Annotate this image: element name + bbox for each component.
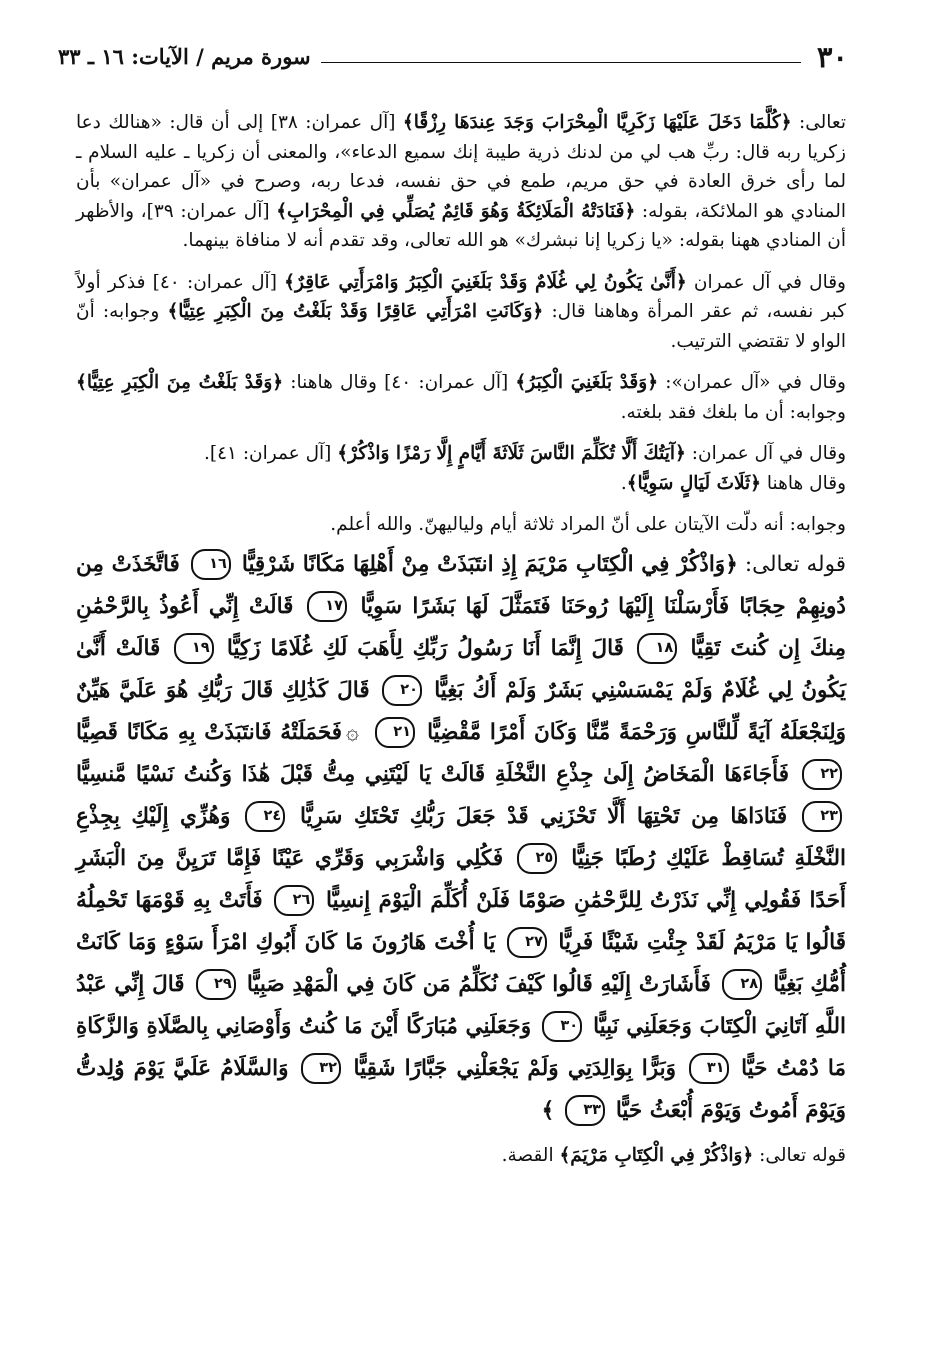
quran-quote: ﴿ثَلَاثَ لَيَالٍ سَوِيًّا﴾ [626,472,762,494]
page-number: ٣٠ [816,40,848,74]
quran-passage [76,544,846,1132]
verse-text: فَاتَّخَذَتْ مِن دُونِهِمْ حِجَابًا فَأَرْسَلْنَا إِلَيْهَا رُوحَنَا فَتَمَثَّلَ لَهَا بَشَرًا سَوِيًّا [76,551,846,619]
verse-number-marker: ١٦ [191,549,231,580]
quran-quote: ﴿فَنَادَتْهُ الْمَلَائِكَةُ وَهُوَ قَائِمٌ يُصَلِّي فِي الْمِحْرَابِ﴾ [276,200,636,222]
verse-number-marker: ٢٧ [507,927,547,958]
commentary-text: وقال في «آل عمران»: [658,372,846,393]
verse-text: قَالَ إِنِّي عَبْدُ اللَّهِ آتَانِيَ الْكِتَابَ وَجَعَلَنِي نَبِيًّا [76,971,847,1039]
commentary-paragraph [76,368,846,427]
verse-number-marker: ٣٣ [565,1095,605,1126]
quran-quote: ﴿أَنَّىٰ يَكُونُ لِي غُلَامٌ وَقَدْ بَلَغَنِيَ الْكِبَرُ وَامْرَأَتِي عَاقِرٌ﴾ [284,271,687,293]
commentary-paragraph [76,268,846,357]
quran-verses [76,552,846,1123]
verse-number-marker: ٣٢ [301,1053,341,1084]
commentary-text: وجوابه: أن ما بلغك فقد بلغته. [620,401,846,423]
verse-text: وَهُزِّي إِلَيْكِ بِجِذْعِ النَّخْلَةِ تُسَاقِطْ عَلَيْكِ رُطَبًا جَنِيًّا [76,803,846,871]
page-body [76,108,846,1172]
commentary-paragraph [76,108,846,256]
verse-number-marker: ٢٣ [802,801,842,832]
hizb-marker-icon: ۞ [345,719,359,745]
commentary-text: وقال هاهنا [761,472,846,494]
quran-quote: ﴿وَكَانَتِ امْرَأَتِي عَاقِرًا وَقَدْ بَلَغْتُ مِنَ الْكِبَرِ عِتِيًّا﴾ [167,301,544,322]
quran-quote: ﴿كُلَّمَا دَخَلَ عَلَيْهَا زَكَرِيَّا الْمِحْرَابَ وَجَدَ عِندَهَا رِزْقًا﴾ [402,112,792,133]
verse-text: وَاذْكُرْ فِي الْكِتَابِ مَرْيَمَ إِذِ انتَبَذَتْ مِنْ أَهْلِهَا مَكَانًا شَرْقِيًّا [241,551,726,577]
commentary-paragraph [76,469,846,499]
closing-quote: ﴿وَاذْكُرْ فِي الْكِتَابِ مَرْيَمَ﴾ [559,1144,754,1166]
commentary-text: وجوابه: أنه دلّت الآيتان على أنّ المراد ثلاثة أيام ولياليهنّ. والله أعلم. [330,514,846,535]
verse-text: فَأَشَارَتْ إِلَيْهِ قَالُوا كَيْفَ نُكَلِّمُ مَن كَانَ فِي الْمَهْدِ صَبِيًّا [246,971,711,997]
verse-text: قَالَ إِنَّمَا أَنَا رَسُولُ رَبِّكِ لِأَهَبَ لَكِ غُلَامًا زَكِيًّا [226,635,624,661]
header-rule [321,62,801,63]
verse-text: قَالَتْ أَنَّىٰ يَكُونُ لِي غُلَامٌ وَلَمْ يَمْسَسْنِي بَشَرٌ وَلَمْ أَكُ بَغِيًّا [76,635,846,703]
verse-text: يَا أُخْتَ هَارُونَ مَا كَانَ أَبُوكِ امْرَأَ سَوْءٍ وَمَا كَانَتْ أُمُّكِ بَغِيًّا [76,929,847,997]
verse-number-marker: ٢٨ [722,969,762,1000]
quran-quote: ﴿وَقَدْ بَلَغَنِيَ الْكِبَرُ﴾ [515,372,659,393]
verse-number-marker: ١٨ [637,633,677,664]
verse-text: وَالسَّلَامُ عَلَيَّ يَوْمَ وُلِدتُّ وَيَوْمَ أَمُوتُ وَيَوْمَ أُبْعَثُ حَيًّا [76,1055,846,1123]
verse-text: وَجَعَلَنِي مُبَارَكًا أَيْنَ مَا كُنتُ وَأَوْصَانِي بِالصَّلَاةِ وَالزَّكَاةِ مَا دُمْتُ حَيًّا [76,1013,846,1081]
page-header [58,38,848,72]
commentary-paragraph [76,439,846,469]
verse-number-marker: ٣١ [689,1053,729,1084]
commentary-text: [آل عمران: ٤١]. [203,443,338,464]
commentary-text: [آل عمران: ٤٠] فذكر أولاً كبر نفسه، ثم عقر المرأة وهاهنا قال: [76,271,847,322]
verse-text: قَالَتْ إِنِّي أَعُوذُ بِالرَّحْمَٰنِ مِنكَ إِن كُنتَ تَقِيًّا [76,593,846,661]
commentary-text: وقال في آل عمران: [685,443,846,464]
verse-text: قَالَ كَذَٰلِكِ قَالَ رَبُّكِ هُوَ عَلَيَّ هَيِّنٌ وَلِنَجْعَلَهُ آيَةً لِّلنَّاسِ وَرَحْمَةً مِّنَّا وَكَانَ أَمْرًا مَّقْضِيًّا [76,677,847,745]
verse-number-marker: ٢١ [375,717,415,748]
quran-intro: قوله تعالى: [737,551,846,577]
commentary-paragraph [76,510,846,540]
verse-number-marker: ٢٢ [802,759,842,790]
verse-number-marker: ٣٠ [542,1011,582,1042]
quran-close-bracket: ﴾ [541,1097,555,1123]
verse-number-marker: ١٩ [174,633,214,664]
quran-open-bracket: ﴿ [725,551,738,577]
verse-number-marker: ٢٥ [517,843,557,874]
commentary-text: وقال في آل عمران [686,271,846,293]
commentary-text: . [620,472,627,494]
verse-number-marker: ٢٦ [274,885,314,916]
quran-quote: ﴿وَقَدْ بَلَغْتُ مِنَ الْكِبَرِ عِتِيًّا﴾ [76,372,284,393]
verse-text: فَكُلِي وَاشْرَبِي وَقَرِّي عَيْنًا فَإِمَّا تَرَيِنَّ مِنَ الْبَشَرِ أَحَدًا فَقُولِي إِنِّي نَذَرْتُ لِلرَّحْمَٰنِ صَوْمًا فَلَنْ أُكَلِّمَ الْيَوْمَ إِنسِيًّا [76,845,846,913]
verse-number-marker: ٢٠ [382,675,422,706]
verse-number-marker: ١٧ [307,591,347,622]
closing-paragraph [76,1140,846,1172]
verse-number-marker: ٢٤ [245,801,285,832]
verse-text: وَبَرًّا بِوَالِدَتِي وَلَمْ يَجْعَلْنِي جَبَّارًا شَقِيًّا [353,1055,676,1081]
verse-number-marker: ٢٩ [196,969,236,1000]
closing-lead: قوله تعالى: [753,1144,846,1166]
commentary-section [76,108,846,540]
verse-text: فَأَجَاءَهَا الْمَخَاضُ إِلَىٰ جِذْعِ النَّخْلَةِ قَالَتْ يَا لَيْتَنِي مِتُّ قَبْلَ هَٰذَا وَكُنتُ نَسْيًا مَّنسِيًّا [76,761,789,787]
quran-quote: ﴿آيَتُكَ أَلَّا تُكَلِّمَ النَّاسَ ثَلَاثَةَ أَيَّامٍ إِلَّا رَمْزًا وَاذْكُرْ﴾ [337,443,686,464]
commentary-text: [آل عمران: ٣٨] إلى أن قال: «هنالك دعا زكريا ربه قال: ربِّ هب لي من لدنك ذرية طيبة إنك سميع الدعاء»، والمعنى أن زكريا ـ عليه السلام ـ لما رأى خرق العادة في حق مريم، طمع في حق نفسه، فدعا ربه، وصرح في «آل عمران» بأن المنادي هو الملائكة، بقوله: [76,112,846,222]
closing-tail: القصة. [501,1144,560,1166]
verse-text: فَنَادَاهَا مِن تَحْتِهَا أَلَّا تَحْزَنِي قَدْ جَعَلَ رَبُّكِ تَحْتَكِ سَرِيًّا [300,803,788,829]
commentary-text: [آل عمران: ٤٠] وقال هاهنا: [283,372,516,393]
verse-text: فَحَمَلَتْهُ فَانتَبَذَتْ بِهِ مَكَانًا قَصِيًّا [76,719,342,745]
running-title: سورة مريم / الآيات: ١٦ ـ ٣٣ [58,44,311,69]
verse-text: فَأَتَتْ بِهِ قَوْمَهَا تَحْمِلُهُ قَالُوا يَا مَرْيَمُ لَقَدْ جِئْتِ شَيْئًا فَرِيًّا [76,887,847,955]
commentary-text: تعالى: [791,112,846,133]
commentary-text: وجوابه: أنّ الواو لا تقتضي الترتيب. [76,301,846,352]
commentary-text: [آل عمران: ٣٩]، والأظهر أن المنادي ههنا بقوله: «يا زكريا إنا نبشرك» هو الله تعالى، وقد تقدم أنه لا منافاة بينهما. [76,200,846,251]
